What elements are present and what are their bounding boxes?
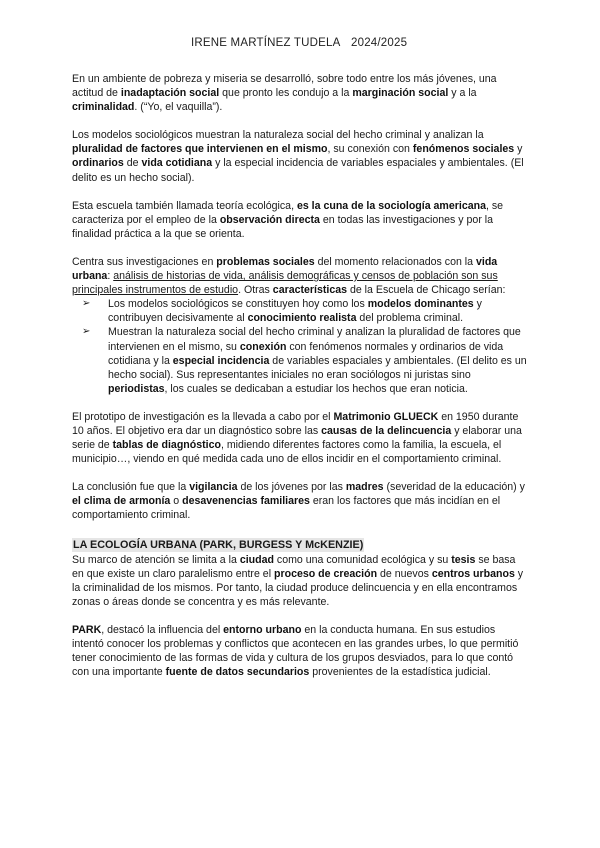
paragraph-investigaciones <box>72 255 528 297</box>
characteristics-list <box>72 297 528 396</box>
text: de los jóvenes por las <box>237 481 346 494</box>
bold-term: ordinarios <box>72 157 124 170</box>
bold-term: causas de la delincuencia <box>321 424 452 437</box>
bold-term: desavenencias familiares <box>182 495 310 508</box>
text: del momento relacionados con la <box>314 255 476 268</box>
paragraph-modelos-sociologicos <box>72 128 528 184</box>
text: Los modelos sociológicos muestran la naturaleza social del hecho criminal y analizan la <box>72 129 484 142</box>
text: de <box>123 157 142 170</box>
bold-term: conexión <box>239 340 287 353</box>
bold-term: criminalidad <box>72 101 135 114</box>
text: Su marco de atención se limita a la <box>72 553 240 566</box>
text: La conclusión fue que la <box>72 481 190 494</box>
paragraph-glueck <box>72 410 528 466</box>
text: o <box>170 495 183 508</box>
bold-term: inadaptación social <box>120 87 220 100</box>
section-heading: LA ECOLOGÍA URBANA (PARK, BURGESS Y McKENZIE) <box>73 538 364 551</box>
text: , se caracteriza por el empleo de la <box>72 199 504 226</box>
text: en la conducta humana. En sus estudios intentó conocer los problemas y conflictos que acontecen en las grandes urbes, lo que permitió tener conocimiento de las formas de vida y cultura de los grupos desviados, para lo que contó con una importante <box>72 623 519 679</box>
text: En un ambiente de pobreza y miseria se desarrolló, sobre todo entre los más jóvenes, una actitud de <box>72 73 497 100</box>
bold-term: madres <box>345 481 384 494</box>
text: El prototipo de investigación es la llevada a cabo por el <box>72 410 334 423</box>
bold-term: centros urbanos <box>431 567 515 580</box>
bold-term: especial incidencia <box>172 354 270 367</box>
paragraph-teoria-ecologica <box>72 199 528 241</box>
bold-term: características <box>272 284 348 297</box>
text: que pronto les condujo a la <box>219 87 353 100</box>
text: y la criminalidad de los mismos. Por tanto, la ciudad produce delincuencia y en ella encontramos zonas o áreas donde se concentra y es más relevante. <box>72 567 524 608</box>
text: : <box>107 270 114 283</box>
text: y a la <box>448 87 477 100</box>
paragraph-park <box>72 623 528 679</box>
bold-term: modelos dominantes <box>367 298 474 311</box>
bold-term: conocimiento realista <box>247 312 357 325</box>
text: y contribuyen decisivamente al <box>108 298 482 325</box>
text: y elaborar una serie de <box>72 424 522 452</box>
text: Muestran la naturaleza social del hecho criminal y analizan la pluralidad de factores que intervienen en el mismo, su <box>108 326 521 353</box>
text: eran los factores que más incidían en el comportamiento criminal. <box>72 495 501 522</box>
text: del problema criminal. <box>356 312 464 325</box>
underlined-text: análisis de historias de vida, análisis demográficas y censos de población son sus principales instrumentos de estudio <box>72 270 498 297</box>
text: y <box>514 143 523 156</box>
text: Los modelos sociológicos se constituyen hoy como los <box>108 298 368 311</box>
text: como una comunidad ecológica y su <box>273 553 452 566</box>
text: , midiendo diferentes factores como la familia, la escuela, el municipio…, viendo en qué medida cada uno de ellos incidir en el comportamiento criminal. <box>72 439 502 466</box>
text: y la especial incidencia de variables espaciales y ambientales. (El delito es un hecho social). <box>72 157 524 184</box>
bold-term: problemas sociales <box>216 255 315 268</box>
bold-term: ciudad <box>239 553 274 566</box>
header-author: IRENE MARTÍNEZ TUDELA <box>191 37 341 49</box>
paragraph-inadaptacion <box>72 72 528 114</box>
text: , destacó la influencia del <box>101 623 224 636</box>
arrow-bullet-icon: ➢ <box>82 326 91 338</box>
text: se basa en que existe un claro paralelismo entre el <box>72 553 516 580</box>
bold-term: fuente de datos secundarios <box>165 666 310 679</box>
bold-term: Matrimonio GLUECK <box>333 410 439 423</box>
bold-term: vida urbana <box>72 255 498 283</box>
text: Centra sus investigaciones en <box>72 255 217 268</box>
header-year: 2024/2025 <box>351 37 408 49</box>
bold-term: PARK <box>72 623 102 636</box>
bold-term: fenómenos sociales <box>412 143 515 156</box>
text: de la Escuela de Chicago serían: <box>347 284 506 297</box>
bold-term: observación directa <box>219 213 320 226</box>
list-item <box>72 325 528 395</box>
text: Esta escuela también llamada teoría ecológica, <box>72 199 297 212</box>
bold-term: vigilancia <box>189 481 238 494</box>
text: con fenómenos normales y ordinarios de vida cotidiana y la <box>108 340 504 367</box>
document-body <box>72 72 528 679</box>
bold-term: tablas de diagnóstico <box>112 439 221 452</box>
paragraph-ecologia-urbana <box>72 553 528 609</box>
text: . (“Yo, el vaquilla”). <box>134 101 223 114</box>
paragraph-conclusion <box>72 480 528 522</box>
list-item <box>72 297 528 325</box>
bold-term: es la cuna de la sociología americana <box>296 199 486 212</box>
bold-term: el clima de armonía <box>72 495 171 508</box>
arrow-bullet-icon: ➢ <box>82 298 91 310</box>
bold-term: periodistas <box>108 382 165 395</box>
bold-term: vida cotidiana <box>141 157 213 170</box>
bold-term: tesis <box>451 553 476 566</box>
text: . Otras <box>238 284 273 297</box>
text: en 1950 durante 10 años. El objetivo era dar un diagnóstico sobre las <box>72 410 519 437</box>
text: en todas las investigaciones y por la finalidad práctica a la que se orienta. <box>72 213 494 240</box>
bold-term: marginación social <box>352 87 449 100</box>
text: , los cuales se dedicaban a estudiar los hechos que eran noticia. <box>164 382 468 395</box>
bold-term: entorno urbano <box>223 623 302 636</box>
bold-term: proceso de creación <box>274 567 378 580</box>
bold-term: pluralidad de factores que intervienen en el mismo <box>72 143 328 156</box>
text: (severidad de la educación) y <box>383 481 525 494</box>
text: provenientes de la estadística judicial. <box>309 666 491 679</box>
text: de variables espaciales y ambientales. (El delito es un hecho social). Sus representantes iniciales no eran sociólogos ni juristas sino <box>108 354 527 381</box>
text: , su conexión con <box>327 143 413 156</box>
text: de nuevos <box>377 567 432 580</box>
